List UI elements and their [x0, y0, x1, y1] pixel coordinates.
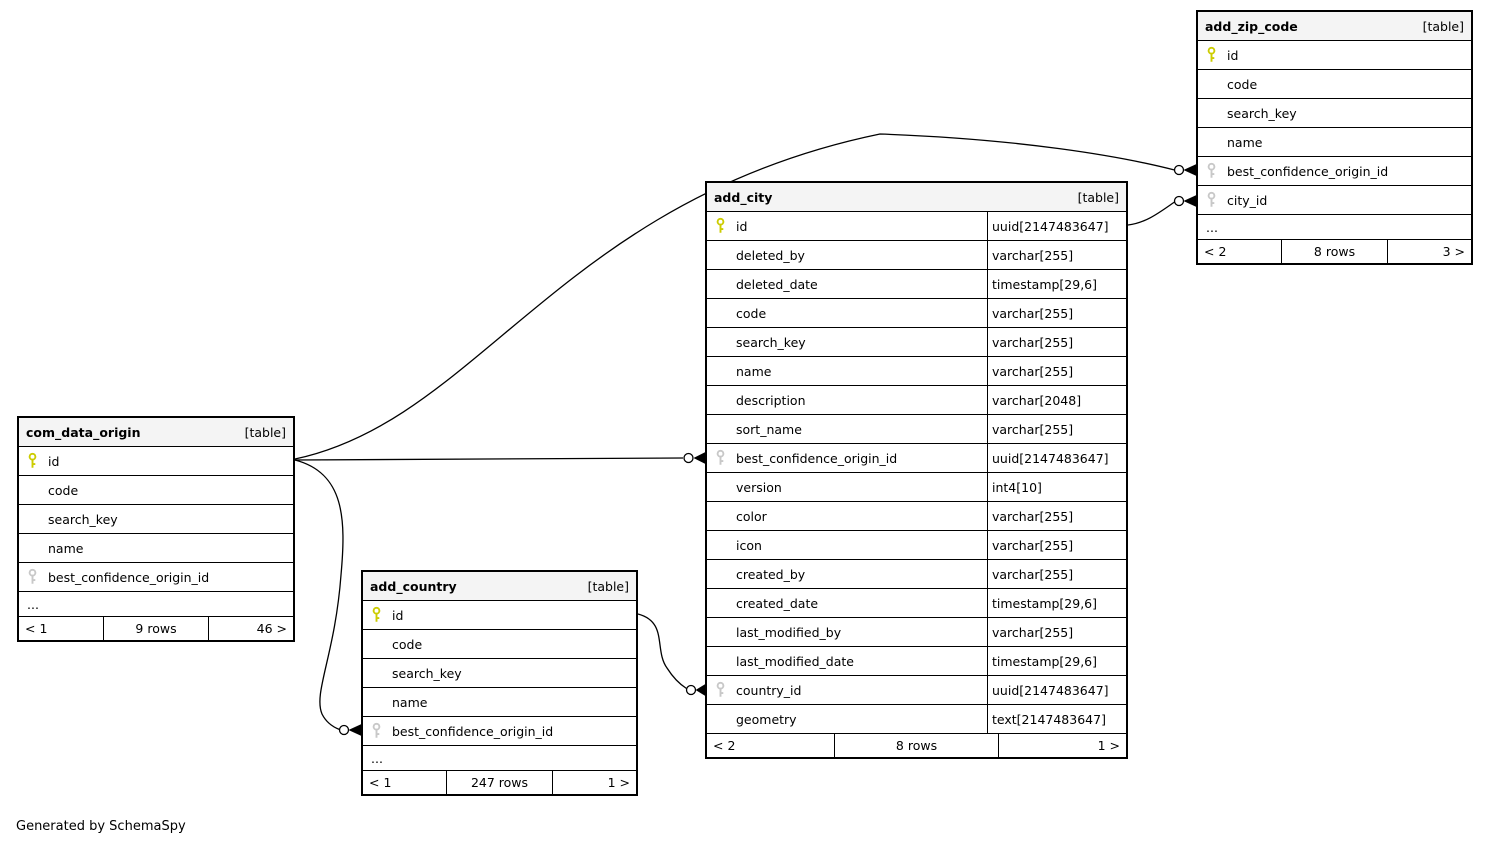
column-type: varchar[255]	[987, 618, 1126, 646]
column-row-add_city-last_modified_by	[707, 617, 1126, 646]
table-add_city	[705, 181, 1128, 759]
column-row-add_zip_code-search_key	[1198, 98, 1471, 127]
foreign-key-icon	[715, 450, 726, 467]
table-title-add_city[interactable]: add_city	[714, 189, 773, 205]
related-tables-out: 1 >	[1097, 738, 1120, 753]
related-tables-out: 3 >	[1442, 244, 1466, 259]
column-type: int4[10]	[987, 473, 1126, 501]
column-type: varchar[255]	[987, 299, 1126, 327]
column-name: name	[392, 694, 428, 710]
column-row-add_zip_code-best_confidence_origin_id	[1198, 156, 1471, 185]
column-name: best_confidence_origin_id	[736, 450, 898, 466]
related-tables-in: < 2	[1204, 244, 1227, 259]
primary-key-icon	[1206, 47, 1217, 64]
column-row-add_city-sort_name	[707, 414, 1126, 443]
column-name: id	[736, 218, 748, 234]
column-row-add_country-search_key	[363, 658, 636, 687]
column-name: deleted_date	[736, 276, 818, 292]
table-type-badge: [table]	[587, 578, 629, 594]
table-title-com_data_origin[interactable]: com_data_origin	[26, 424, 141, 440]
table-header-add_country	[363, 572, 636, 600]
row-count: 247 rows	[446, 771, 553, 794]
foreign-key-icon	[1206, 192, 1217, 209]
column-row-add_zip_code-id	[1198, 40, 1471, 69]
column-name: last_modified_date	[736, 653, 854, 669]
column-row-add_city-name	[707, 356, 1126, 385]
column-row-com_data_origin-code	[19, 475, 293, 504]
column-name: last_modified_by	[736, 624, 842, 640]
column-row-add_zip_code-code	[1198, 69, 1471, 98]
table-title-add_zip_code[interactable]: add_zip_code	[1205, 18, 1298, 34]
related-tables-out: 1 >	[607, 775, 631, 790]
related-tables-in: < 1	[369, 775, 392, 790]
column-type: timestamp[29,6]	[987, 589, 1126, 617]
column-name: icon	[736, 537, 762, 553]
column-name: created_date	[736, 595, 819, 611]
column-name: best_confidence_origin_id	[48, 569, 210, 585]
column-name: geometry	[736, 711, 797, 727]
column-row-add_city-code	[707, 298, 1126, 327]
column-row-add_country-code	[363, 629, 636, 658]
table-type-badge: [table]	[1422, 18, 1464, 34]
related-tables-in: < 2	[713, 738, 736, 753]
column-row-com_data_origin-search_key	[19, 504, 293, 533]
table-type-badge: [table]	[1077, 189, 1119, 205]
table-footer-com_data_origin	[19, 616, 293, 640]
column-name: search_key	[392, 665, 462, 681]
column-row-add_country-id	[363, 600, 636, 629]
column-name: name	[736, 363, 772, 379]
edge-add_country-to-add_city	[638, 614, 705, 696]
column-name: id	[1227, 47, 1239, 63]
column-row-add_city-id	[707, 211, 1126, 240]
column-row-add_city-icon	[707, 530, 1126, 559]
column-name: best_confidence_origin_id	[392, 723, 554, 739]
row-count: 8 rows	[1281, 240, 1388, 263]
primary-key-icon	[371, 607, 382, 624]
primary-key-icon	[715, 218, 726, 235]
column-type: uuid[2147483647]	[987, 444, 1126, 472]
column-name: id	[48, 453, 60, 469]
column-name: search_key	[736, 334, 806, 350]
column-type: uuid[2147483647]	[987, 676, 1126, 704]
table-header-add_zip_code	[1198, 12, 1471, 40]
column-type: varchar[255]	[987, 531, 1126, 559]
column-name: city_id	[1227, 192, 1268, 208]
table-add_zip_code	[1196, 10, 1473, 265]
related-tables-out: 46 >	[256, 621, 287, 636]
generated-by-note: Generated by SchemaSpy	[16, 819, 186, 834]
column-row-add_zip_code-name	[1198, 127, 1471, 156]
column-name: code	[392, 636, 423, 652]
column-row-com_data_origin-name	[19, 533, 293, 562]
column-name: color	[736, 508, 767, 524]
table-footer-add_zip_code	[1198, 239, 1471, 263]
table-type-badge: [table]	[244, 424, 286, 440]
foreign-key-icon	[1206, 163, 1217, 180]
column-name: country_id	[736, 682, 802, 698]
column-name: search_key	[48, 511, 118, 527]
column-row-add_city-deleted_by	[707, 240, 1126, 269]
column-name: search_key	[1227, 105, 1297, 121]
column-type: varchar[255]	[987, 241, 1126, 269]
column-name: best_confidence_origin_id	[1227, 163, 1389, 179]
row-count: 8 rows	[834, 734, 998, 757]
column-name: deleted_by	[736, 247, 805, 263]
column-row-add_city-search_key	[707, 327, 1126, 356]
column-row-add_city-created_by	[707, 559, 1126, 588]
column-type: timestamp[29,6]	[987, 270, 1126, 298]
table-com_data_origin	[17, 416, 295, 642]
column-row-add_city-color	[707, 501, 1126, 530]
column-name: description	[736, 392, 806, 408]
table-title-add_country[interactable]: add_country	[370, 578, 457, 594]
column-type: text[2147483647]	[987, 705, 1126, 733]
column-row-add_zip_code-city_id	[1198, 185, 1471, 214]
more-columns-ellipsis: ...	[19, 591, 293, 616]
column-row-add_city-version	[707, 472, 1126, 501]
column-name: code	[736, 305, 767, 321]
column-name: sort_name	[736, 421, 802, 437]
column-type: timestamp[29,6]	[987, 647, 1126, 675]
table-footer-add_country	[363, 770, 636, 794]
column-name: code	[48, 482, 79, 498]
table-add_country	[361, 570, 638, 796]
column-row-com_data_origin-id	[19, 446, 293, 475]
column-name: id	[392, 607, 404, 623]
column-type: varchar[255]	[987, 560, 1126, 588]
table-header-add_city	[707, 183, 1126, 211]
table-header-com_data_origin	[19, 418, 293, 446]
more-columns-ellipsis: ...	[1198, 214, 1471, 239]
column-type: varchar[255]	[987, 502, 1126, 530]
foreign-key-icon	[715, 682, 726, 699]
column-row-add_city-created_date	[707, 588, 1126, 617]
column-name: code	[1227, 76, 1258, 92]
column-row-add_country-best_confidence_origin_id	[363, 716, 636, 745]
foreign-key-icon	[371, 723, 382, 740]
table-footer-add_city	[707, 733, 1126, 757]
column-row-add_city-description	[707, 385, 1126, 414]
column-row-com_data_origin-best_confidence_origin_id	[19, 562, 293, 591]
edge-com_data_origin-to-add_country	[295, 460, 361, 736]
column-type: varchar[255]	[987, 357, 1126, 385]
foreign-key-icon	[27, 569, 38, 586]
primary-key-icon	[27, 453, 38, 470]
column-row-add_country-name	[363, 687, 636, 716]
column-type: varchar[2048]	[987, 386, 1126, 414]
column-row-add_city-deleted_date	[707, 269, 1126, 298]
column-row-add_city-geometry	[707, 704, 1126, 733]
column-type: varchar[255]	[987, 415, 1126, 443]
edge-com_data_origin-to-add_city	[295, 453, 705, 464]
column-name: version	[736, 479, 782, 495]
more-columns-ellipsis: ...	[363, 745, 636, 770]
column-name: name	[1227, 134, 1263, 150]
column-name: name	[48, 540, 84, 556]
column-name: created_by	[736, 566, 806, 582]
row-count: 9 rows	[103, 617, 210, 640]
column-type: varchar[255]	[987, 328, 1126, 356]
column-row-add_city-last_modified_date	[707, 646, 1126, 675]
column-type: uuid[2147483647]	[987, 212, 1126, 240]
edge-add_city-to-add_zip_code	[1128, 196, 1196, 226]
column-row-add_city-best_confidence_origin_id	[707, 443, 1126, 472]
column-row-add_city-country_id	[707, 675, 1126, 704]
related-tables-in: < 1	[25, 621, 48, 636]
